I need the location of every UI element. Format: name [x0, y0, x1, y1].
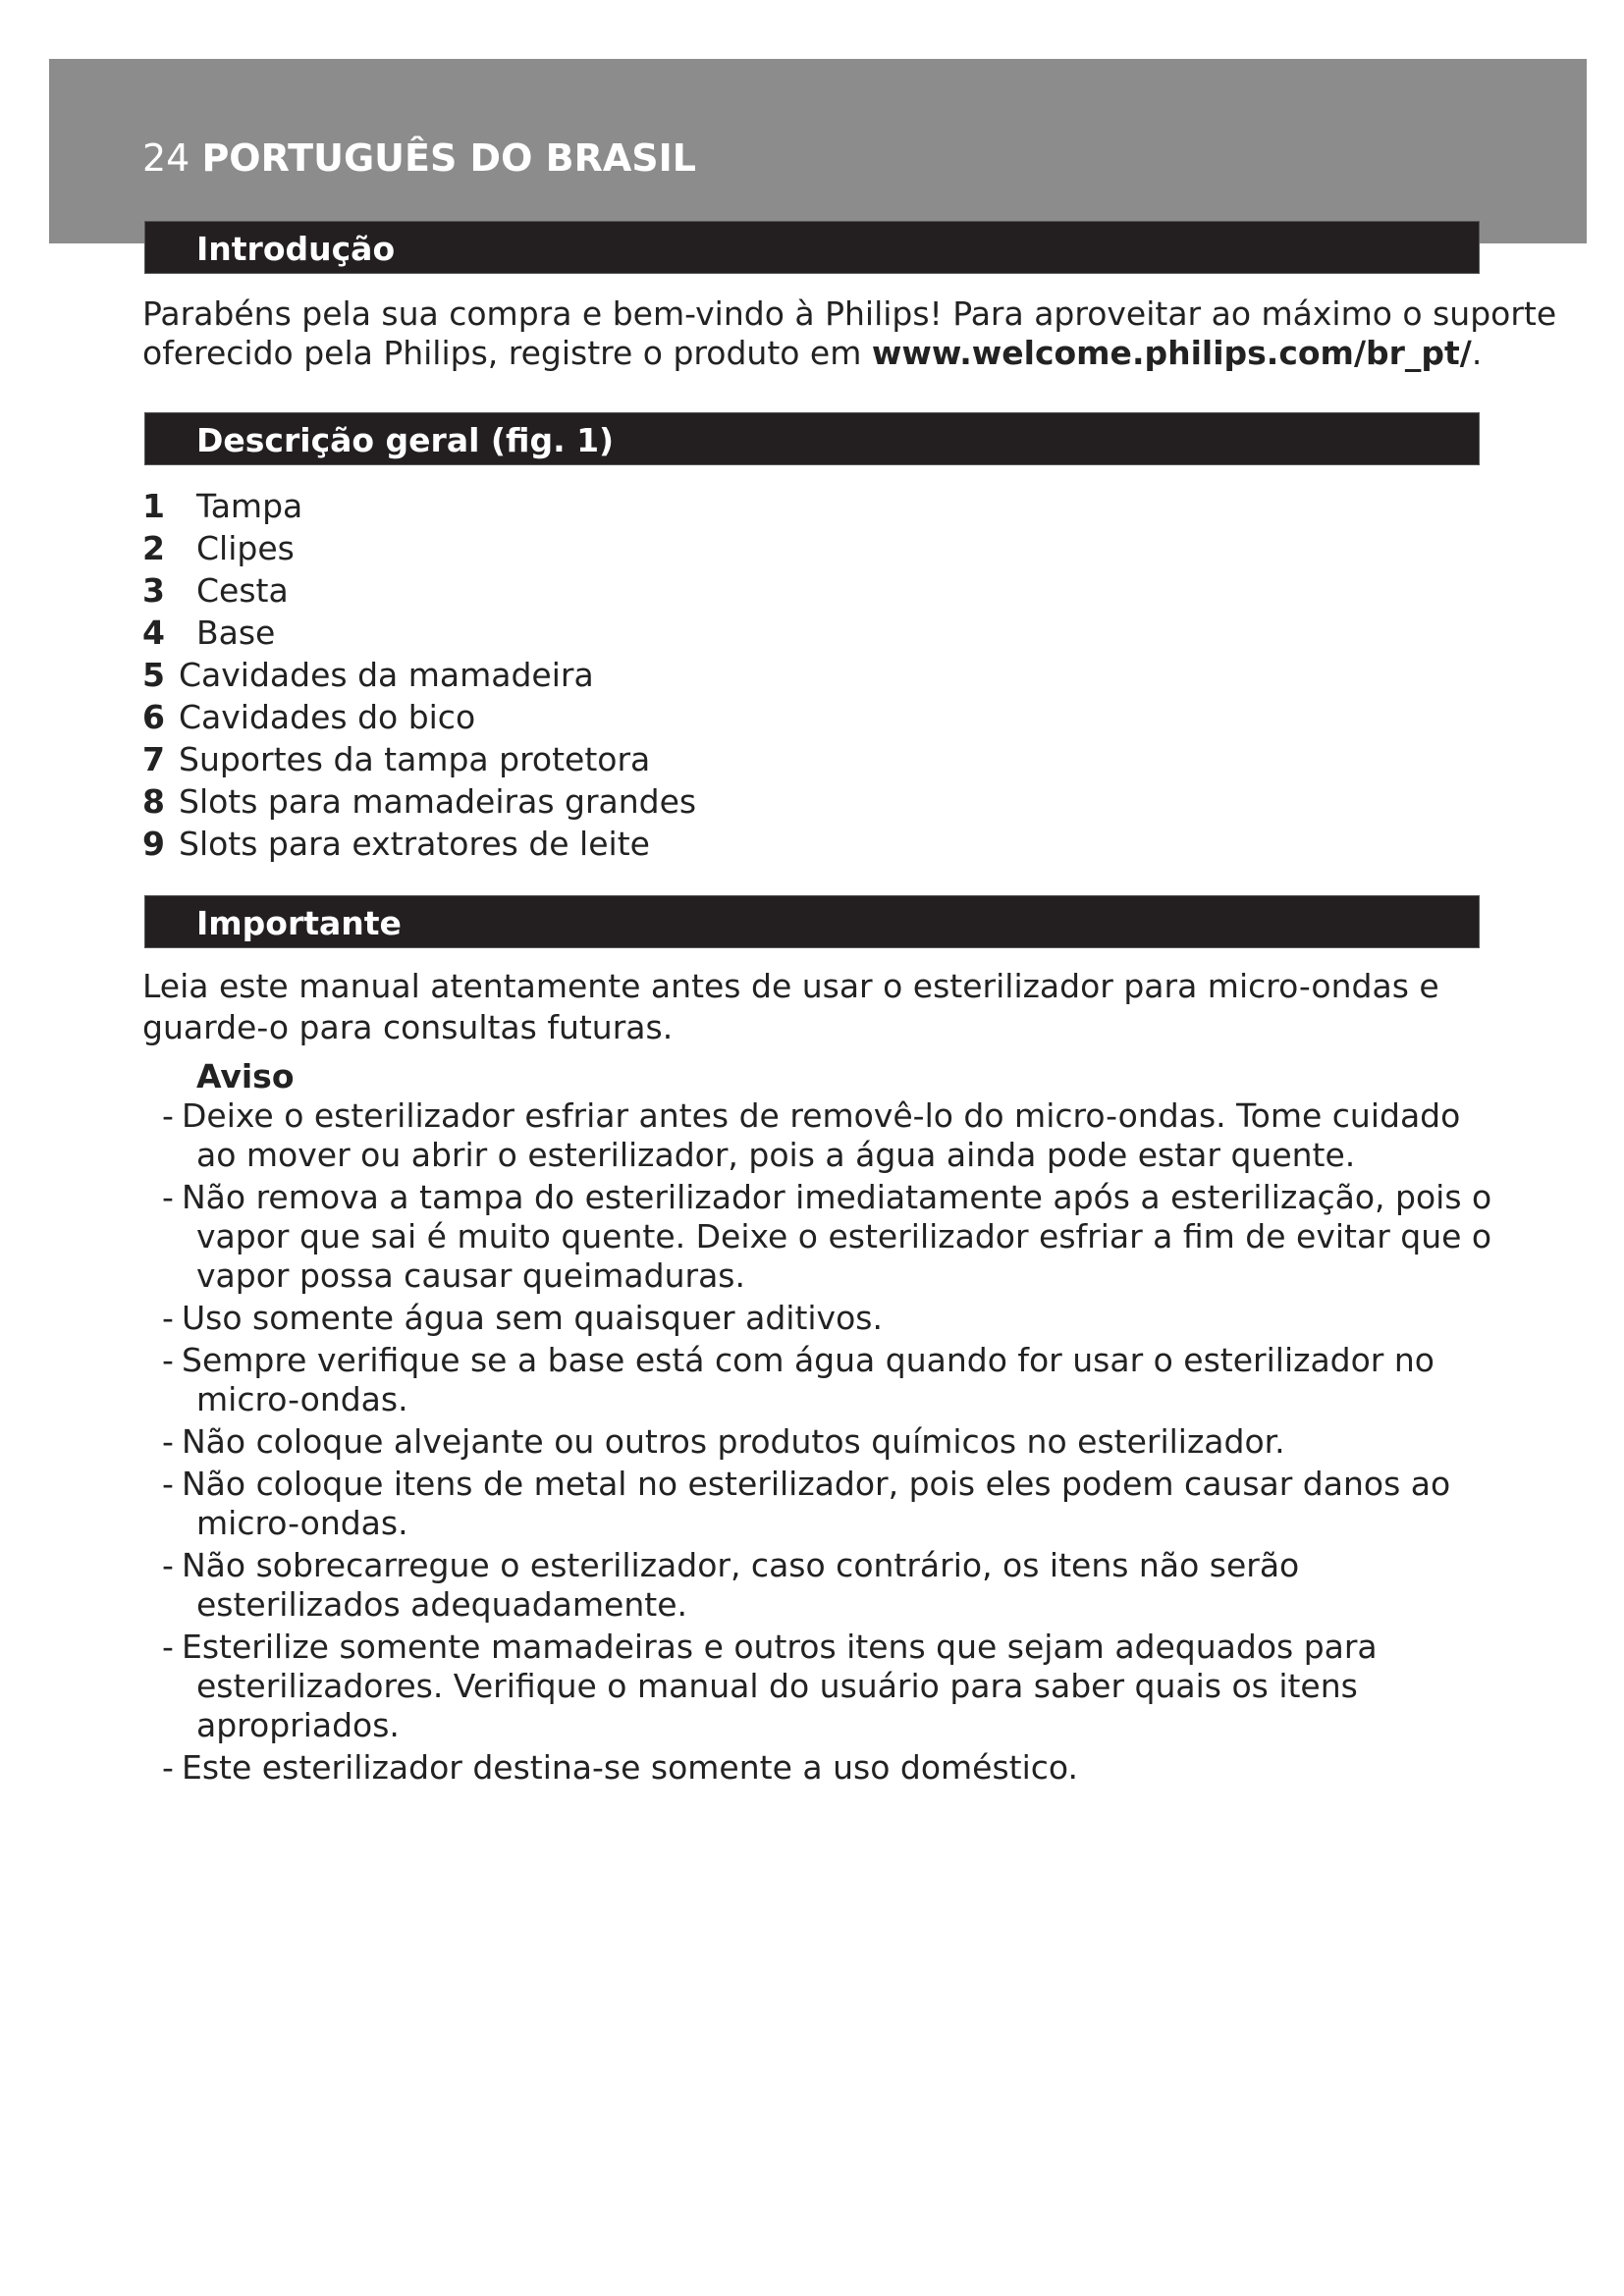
warning-text: Este esterilizador destina-se somente a uso doméstico. [182, 1748, 1079, 1787]
important-intro-line1: Leia este manual atentamente antes de usar o esterilizador para micro-ondas e [142, 967, 1439, 1005]
list-item [142, 527, 696, 569]
section-bar-intro [144, 221, 1480, 274]
item-number: 4 [142, 614, 165, 652]
item-number: 2 [142, 529, 165, 567]
list-item: - Não remova a tampa do esterilizador imediatamente após a esterilização, pois o vapor que sai é muito quente. Deixe o esterilizador esfriar a fim de evitar que o vapor possa causar queimaduras. [162, 1178, 1492, 1295]
language-heading: PORTUGUÊS DO BRASIL [201, 136, 696, 180]
list-item [142, 654, 696, 696]
warning-text: Não remova a tampa do esterilizador imediatamente após a esterilização, pois o vapor que sai é muito quente. Deixe o esterilizador esfriar a fim de evitar que o vapor possa causar queimaduras. [182, 1178, 1492, 1295]
section-bar-overview [144, 412, 1480, 465]
intro-paragraph-line1: Parabéns pela sua compra e bem-vindo à Philips! Para aproveitar ao máximo o suporte [142, 294, 1557, 333]
philips-registration-link[interactable]: www.welcome.philips.com/br_pt/ [871, 334, 1472, 372]
warning-text: Não coloque alvejante ou outros produtos químicos no esterilizador. [182, 1422, 1285, 1461]
item-label: Slots para extratores de leite [179, 825, 650, 863]
list-item [142, 569, 696, 612]
item-number: 5 [142, 656, 165, 694]
section-bar-important [144, 895, 1480, 948]
warning-text: Esterilize somente mamadeiras e outros itens que sejam adequados para esterilizadores. Verifique o manual do usuário para saber quais os itens apropriados. [182, 1628, 1378, 1744]
warning-heading: Aviso [196, 1057, 295, 1095]
item-number: 9 [142, 825, 165, 863]
item-number: 6 [142, 698, 165, 736]
list-item: - Não coloque itens de metal no esterilizador, pois eles podem causar danos ao micro-ondas. [162, 1465, 1451, 1542]
item-label: Cavidades do bico [179, 698, 476, 736]
list-item: - Esterilize somente mamadeiras e outros itens que sejam adequados para esterilizadores. Verifique o manual do usuário para saber quais os itens apropriados. [162, 1628, 1378, 1744]
section-title-important: Importante [196, 904, 402, 942]
item-label: Tampa [196, 487, 303, 525]
list-item [142, 780, 696, 823]
important-intro-line2: guarde-o para consultas futuras. [142, 1008, 674, 1046]
section-title-intro: Introdução [196, 230, 396, 268]
item-number: 3 [142, 571, 165, 610]
warning-list [162, 1096, 1497, 1790]
list-item [142, 738, 696, 780]
item-label: Base [196, 614, 276, 652]
list-item [142, 485, 696, 527]
list-item: - Deixe o esterilizador esfriar antes de removê-lo do micro-ondas. Tome cuidado ao mover ou abrir o esterilizador, pois a água ainda pode estar quente. [162, 1096, 1461, 1174]
list-item: - Não coloque alvejante ou outros produtos químicos no esterilizador. [162, 1422, 1285, 1461]
list-item: - Sempre verifique se a base está com água quando for usar o esterilizador no micro-ondas. [162, 1341, 1435, 1418]
intro-line2-suffix: . [1471, 334, 1483, 372]
list-item: - Este esterilizador destina-se somente a uso doméstico. [162, 1748, 1079, 1787]
item-label: Clipes [196, 529, 295, 567]
item-number: 8 [142, 782, 165, 821]
item-label: Suportes da tampa protetora [179, 740, 651, 778]
page-number: 24 [142, 136, 190, 180]
list-item [142, 612, 696, 654]
item-label: Cesta [196, 571, 289, 610]
intro-line2-prefix: oferecido pela Philips, registre o produto em [142, 334, 872, 372]
page-header-title [142, 136, 696, 180]
section-title-overview: Descrição geral (fig. 1) [196, 421, 615, 459]
parts-list [142, 485, 696, 865]
item-label: Cavidades da mamadeira [179, 656, 594, 694]
item-number: 7 [142, 740, 165, 778]
warning-text: Sempre verifique se a base está com água quando for usar o esterilizador no micro-ondas. [182, 1341, 1435, 1418]
warning-text: Não sobrecarregue o esterilizador, caso contrário, os itens não serão esterilizados adequadamente. [182, 1546, 1300, 1624]
warning-text: Não coloque itens de metal no esterilizador, pois eles podem causar danos ao micro-ondas. [182, 1465, 1451, 1542]
list-item [142, 696, 696, 738]
intro-paragraph-line2 [142, 334, 1482, 373]
warning-text: Deixe o esterilizador esfriar antes de removê-lo do micro-ondas. Tome cuidado ao mover ou abrir o esterilizador, pois a água ainda pode estar quente. [182, 1096, 1461, 1174]
list-item [142, 823, 696, 865]
item-number: 1 [142, 487, 165, 525]
list-item: - Não sobrecarregue o esterilizador, caso contrário, os itens não serão esterilizados adequadamente. [162, 1546, 1300, 1624]
warning-text: Uso somente água sem quaisquer aditivos. [182, 1299, 883, 1337]
list-item: - Uso somente água sem quaisquer aditivos. [162, 1299, 883, 1337]
item-label: Slots para mamadeiras grandes [179, 782, 697, 821]
